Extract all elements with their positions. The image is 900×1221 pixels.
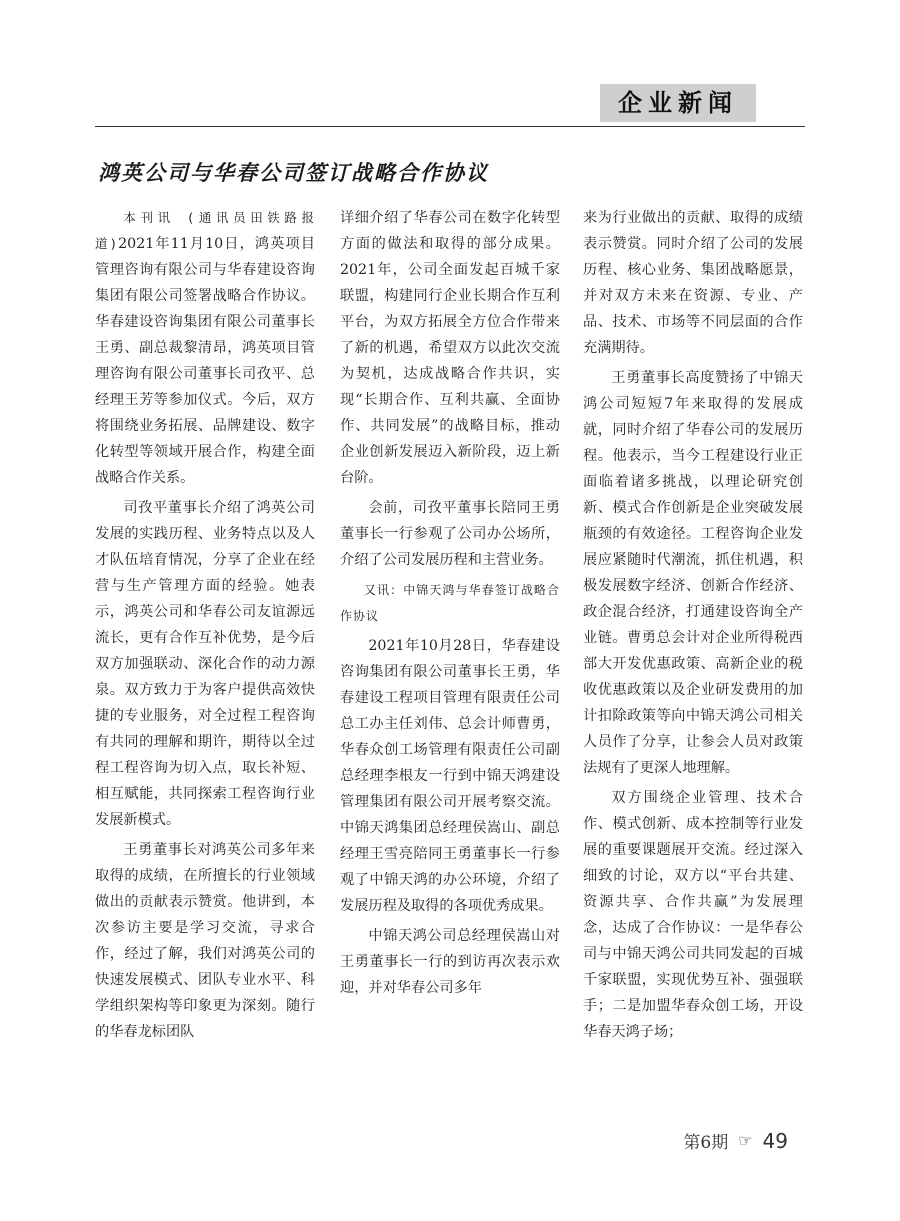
header-rule bbox=[95, 126, 805, 127]
paragraph: 会前，司孜平董事长陪同王勇董事长一行参观了公司办公场所，介绍了公司发展历程和主营业务。 bbox=[340, 500, 560, 568]
paragraph: 2021年10月28日，华春建设咨询集团有限公司董事长王勇，华春建设工程项目管理有限责任公司总工办主任刘伟、总会计师曹勇，华春众创工场管理有限责任公司副总经理李根友一行到中锦天鸿建设管理集团有限公司开展考察交流。中锦天鸿集团总经理侯嵩山、副总经理王雪亮陪同王勇董事长一行参观了中锦天鸿的办公环境，介绍了发展历程及取得的各项优秀成果。 bbox=[340, 638, 560, 914]
article-column-2 bbox=[340, 205, 560, 1005]
paragraph: 详细介绍了华春公司在数字化转型方面的做法和取得的部分成果。2021年，公司全面发起百城千家联盟，构建同行企业长期合作互利平台，为双方拓展全方位合作带来了新的机遇，希望双方以此次交流为契机，达成战略合作共识，实现“长期合作、互利共赢、全面协作、共同发展”的战略目标，推动企业创新发展迈入新阶段，迈上新台阶。 bbox=[340, 210, 560, 486]
paragraph bbox=[95, 205, 315, 491]
article-title: 鸿英公司与华春公司签订战略合作协议 bbox=[98, 160, 489, 185]
paragraph: 来为行业做出的贡献、取得的成绩表示赞赏。同时介绍了公司的发展历程、核心业务、集团战略愿景，并对双方未来在资源、专业、产品、技术、市场等不同层面的合作充满期待。 bbox=[583, 210, 803, 356]
page-footer bbox=[683, 1128, 788, 1153]
paragraph-text: 2021年11月10日，鸿英项目管理咨询有限公司与华春建设咨询集团有限公司签署战略合作协议。华春建设咨询集团有限公司董事长王勇、副总裁黎清昂，鸿英项目管理咨询有限公司董事长司孜平、总经理王芳等参加仪式。今后，双方将围绕业务拓展、品牌建设、数字化转型等领域开展合作，构建全面战略合作关系。 bbox=[95, 236, 315, 486]
paragraph: 中锦天鸿公司总经理侯嵩山对王勇董事长一行的到访再次表示欢迎，并对华春公司多年 bbox=[340, 928, 560, 996]
paragraph: 王勇董事长对鸿英公司多年来取得的成绩，在所擅长的行业领域做出的贡献表示赞赏。他讲到，本次参访主要是学习交流，寻求合作，经过了解，我们对鸿英公司的快速发展模式、团队专业水平、科学组织架构等印象更为深刻。随行的华春龙标团队 bbox=[95, 842, 315, 1040]
article-column-3 bbox=[583, 205, 803, 1049]
issue-label: 第6期 bbox=[683, 1133, 729, 1153]
sub-heading: 又讯：中锦天鸿与华春签订战略合作协议 bbox=[340, 583, 560, 623]
article-column-1 bbox=[95, 205, 315, 1049]
paragraph: 王勇董事长高度赞扬了中锦天鸿公司短短7年来取得的发展成就，同时介绍了华春公司的发展历程。他表示，当今工程建设行业正面临着诸多挑战，以理论研究创新、模式合作创新是企业突破发展瓶颈的有效途径。工程咨询企业发展应紧随时代潮流，抓住机遇，积极发展数字经济、创新合作经济、政企混合经济，打通建设咨询全产业链。曹勇总会计对企业所得税西部大开发优惠政策、高新企业的税收优惠政策以及企业研发费用的加计扣除政策等向中锦天鸿公司相关人员作了分享，让参会人员对政策法规有了更深人地理解。 bbox=[583, 370, 803, 776]
section-tag: 企业新闻 bbox=[600, 84, 756, 122]
page-number: 49 bbox=[762, 1128, 788, 1153]
paragraph: 司孜平董事长介绍了鸿英公司发展的实践历程、业务特点以及人才队伍培育情况，分享了企业在经营与生产管理方面的经验。她表示，鸿英公司和华春公司友谊源远流长，更有合作互补优势，是今后双方加强联动、深化合作的动力源泉。双方致力于为客户提供高效快捷的专业服务，对全过程工程咨询有共同的理解和期许，期待以全过程工程咨询为切入点，取长补短、相互赋能，共同探索工程咨询行业发展新模式。 bbox=[95, 500, 315, 828]
byline: 本刊讯 (通讯员田铁路报道) bbox=[95, 210, 315, 251]
pointing-hand-icon: ☞ bbox=[738, 1131, 753, 1150]
paragraph: 双方围绕企业管理、技术合作、模式创新、成本控制等行业发展的重要课题展开交流。经过深入细致的讨论，双方以“平台共建、资源共享、合作共赢”为发展理念，达成了合作协议：一是华春公司与中锦天鸿公司共同发起的百城千家联盟，实现优势互补、强强联手；二是加盟华春众创工场，开设华春天鸿子场； bbox=[583, 790, 803, 1040]
